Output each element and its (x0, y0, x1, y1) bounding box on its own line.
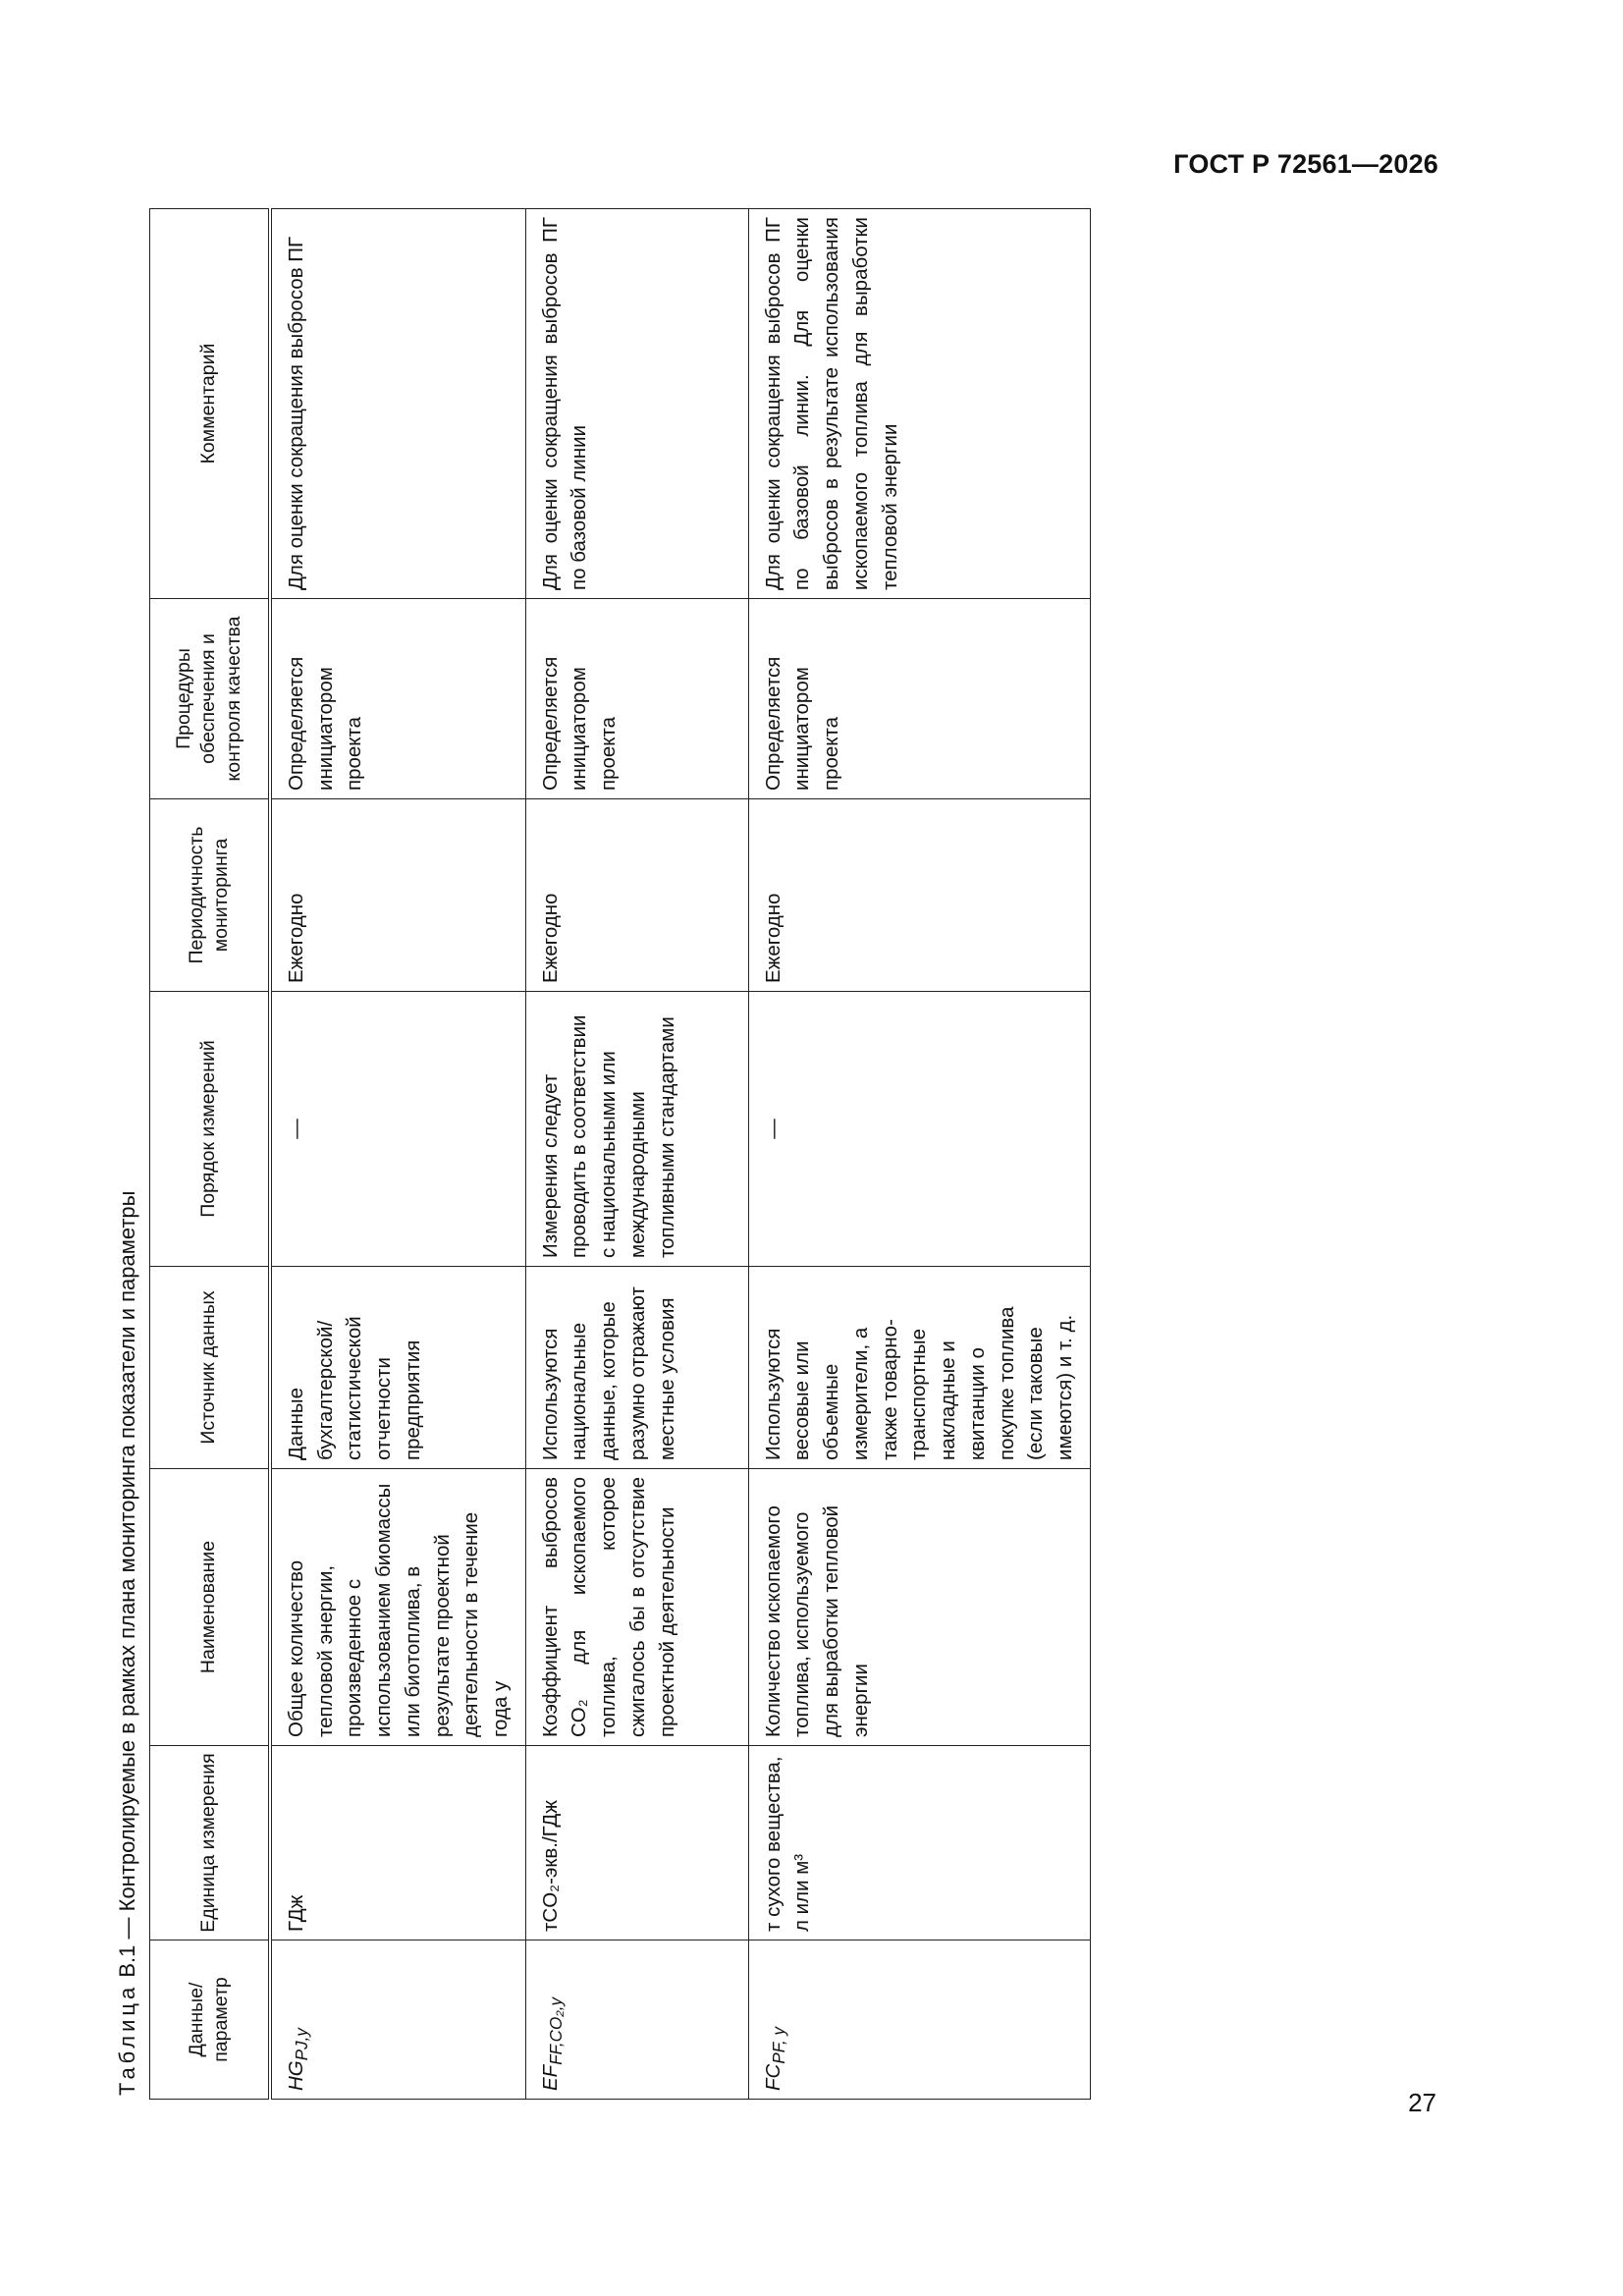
header-procedure: Порядок измерений (150, 992, 271, 1267)
frequency-cell: Ежегодно (525, 799, 748, 992)
param-symbol: FC (761, 2063, 784, 2091)
procedure-cell: Измерения следует проводить в соответствии с национальными или международными топливными стандартами (525, 992, 748, 1267)
header-param: Данные/ параметр (150, 1941, 271, 2100)
unit-cell: т сухого вещества, л или м³ (748, 1746, 1090, 1941)
procedure-cell: — (270, 992, 525, 1267)
table-caption-text: В.1 — Контролируемые в рамках плана мониторинга показатели и параметры (115, 1190, 139, 1984)
header-qa: Процедуры обеспечения и контроля качества (150, 599, 271, 799)
comment-cell: Для оценки сокращения выбросов ПГ по базовой линии (525, 209, 748, 599)
rotated-table-block (106, 209, 1076, 2100)
param-subscript: FF,CO₂,y (546, 1996, 566, 2065)
param-subscript: PJ,y (293, 2028, 312, 2061)
unit-cell: ГДж (270, 1746, 525, 1941)
param-subscript: PF, y (769, 2027, 788, 2064)
header-source: Источник данных (150, 1267, 271, 1469)
page-number: 27 (1408, 2088, 1436, 2117)
header-comment: Комментарий (150, 209, 271, 599)
table-header-row (150, 209, 271, 2100)
frequency-cell: Ежегодно (270, 799, 525, 992)
name-cell: Коэффициент выбросов CO₂ для ископаемого топлива, которое сжигалось бы в отсутствие проектной деятельности (525, 1469, 748, 1746)
table-row (748, 209, 1090, 2100)
frequency-cell: Ежегодно (748, 799, 1090, 992)
name-cell: Количество ископаемого топлива, используемого для выработки тепловой энергии (748, 1469, 1090, 1746)
param-cell (748, 1941, 1090, 2100)
source-cell: Используются весовые или объемные измерители, а также товарно-транспортные накладные и квитанции о покупке топлива (если таковые имеются) и т. д. (748, 1267, 1090, 1469)
qa-cell: Определяется инициатором проекта (525, 599, 748, 799)
table-caption (106, 209, 149, 2100)
unit-cell: тCO₂-экв./ГДж (525, 1746, 748, 1941)
table-row (525, 209, 748, 2100)
comment-cell: Для оценки сокращения выбросов ПГ (270, 209, 525, 599)
comment-cell: Для оценки сокращения выбросов ПГ по базовой линии. Для оценки выбросов в результате использования ископаемого топлива для выработки тепловой энергии (748, 209, 1090, 599)
table-caption-label: Таблица (115, 1983, 139, 2096)
param-cell (525, 1941, 748, 2100)
param-symbol: HG (285, 2060, 307, 2091)
param-cell (270, 1941, 525, 2100)
qa-cell: Определяется инициатором проекта (270, 599, 525, 799)
name-cell: Общее количество тепловой энергии, произведенное с использованием биомассы или биотоплива, в результате проектной деятельности в течение года y (270, 1469, 525, 1746)
procedure-cell: — (748, 992, 1090, 1267)
qa-cell: Определяется инициатором проекта (748, 599, 1090, 799)
source-cell: Данные бухгалтерской/ статистической отчетности предприятия (270, 1267, 525, 1469)
header-name: Наименование (150, 1469, 271, 1746)
table-row (270, 209, 525, 2100)
monitoring-table (149, 208, 1091, 2100)
param-symbol: EF (538, 2064, 562, 2091)
standard-designation: ГОСТ Р 72561—2026 (1173, 149, 1438, 179)
header-unit: Единица измерения (150, 1746, 271, 1941)
header-frequency: Периодичность мониторинга (150, 799, 271, 992)
source-cell: Используются национальные данные, которые разумно отражают местные условия (525, 1267, 748, 1469)
